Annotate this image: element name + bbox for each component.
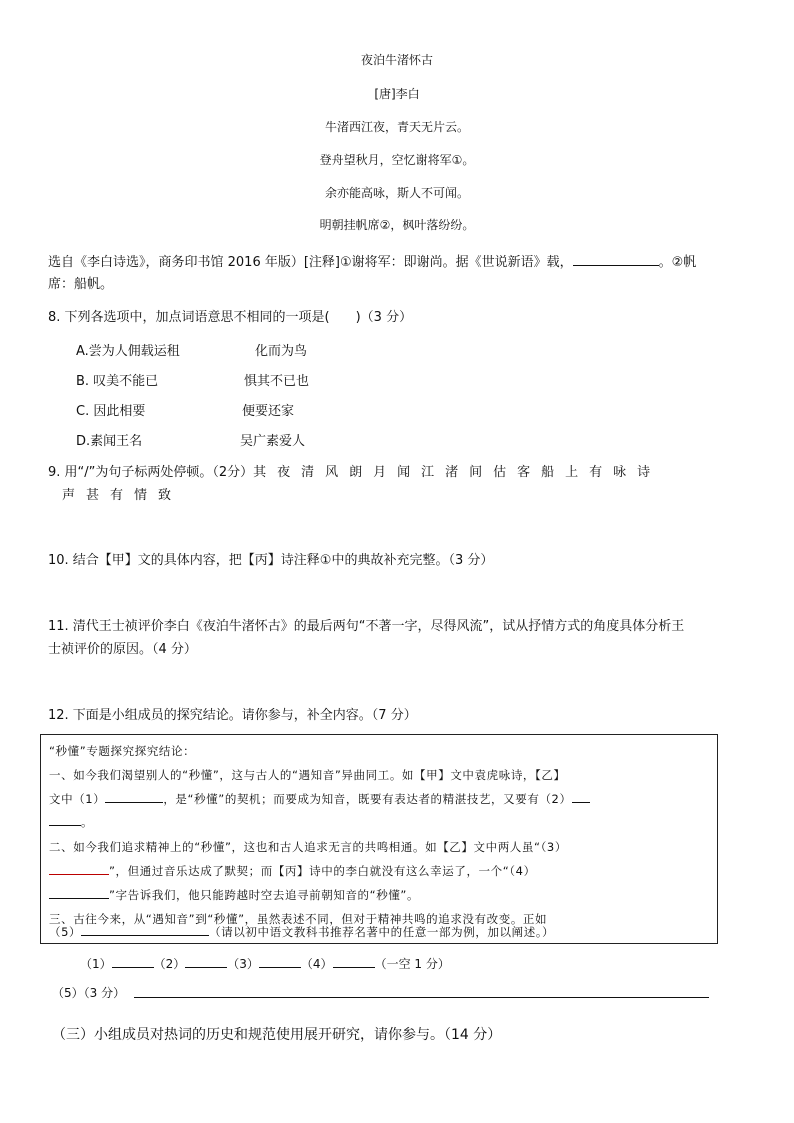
blank-2-cont[interactable]	[49, 825, 81, 826]
box-p2-mid: ”，但通过音乐达成了默契；而【丙】诗中的李白就没有这么幸运了，一个“（4）	[109, 864, 536, 878]
answer-score-note: （一空 1 分）	[374, 957, 450, 971]
box-p2-line-2	[49, 863, 536, 879]
q8-option-d-left: D.素闻王名	[76, 434, 143, 449]
q8-option-a-right: 化而为鸟	[255, 344, 308, 359]
box-p3-line-2	[49, 924, 554, 940]
box-p1-end: 。	[81, 815, 94, 829]
poem-line-3: 余亦能高咏，斯人不可闻。	[324, 186, 469, 200]
note-line-2: 席：船帆。	[48, 277, 114, 292]
blank-5[interactable]	[81, 935, 209, 936]
q8-option-c-right: 便要还家	[242, 404, 295, 419]
box-heading: “秒懂”专题探究探究结论：	[49, 744, 196, 758]
blank-3[interactable]	[49, 874, 109, 875]
poem-title: 夜泊牛渚怀古	[360, 53, 433, 67]
answer-blank-2[interactable]	[185, 967, 227, 968]
section-3-heading: （三）小组成员对热词的历史和规范使用展开研究，请你参与。（14 分）	[52, 1027, 502, 1043]
box-p3-label: （5）	[49, 925, 82, 939]
answer-blank-3[interactable]	[259, 967, 301, 968]
q8-option-d-right: 吴广素爱人	[240, 434, 306, 449]
q8-option-c-left: C. 因此相要	[76, 404, 146, 419]
note-suffix: 。②帆	[658, 255, 697, 270]
q8-option-b-right: 惧其不已也	[244, 374, 310, 389]
q9-sentence-2: 声甚有情致	[62, 488, 183, 503]
answer-label-1: （1）	[80, 957, 112, 971]
box-p3-line-1: 三、古往今来，从“遇知音”到“秒懂”，虽然表述不同，但对于精神共鸣的追求没有改变。正如	[49, 912, 548, 926]
box-p1-line-2	[49, 791, 590, 807]
poem-line-2: 登舟望秋月，空忆谢将军①。	[319, 153, 475, 167]
answer-blank-4[interactable]	[333, 967, 375, 968]
note-prefix: 选自《李白诗选》，商务印书馆 2016 年版）[注释]①谢将军：即谢尚。据《世说新语》载，	[48, 255, 573, 270]
answer-label-4: （4）	[300, 957, 333, 971]
q8-option-a-left: A.尝为人佣载运租	[76, 344, 180, 359]
box-p3-instruction: （请以初中语文教科书推荐名著中的任意一部为例，加以阐述。）	[209, 925, 555, 939]
answer-row-2-label: （5）（3 分）	[52, 986, 126, 1000]
q10-stem: 10. 结合【甲】文的具体内容，把【丙】诗注释①中的典故补充完整。（3 分）	[48, 553, 494, 568]
blank-4[interactable]	[49, 898, 109, 899]
note-line-1	[48, 251, 696, 270]
poem-line-4: 明朝挂帆席②，枫叶落纷纷。	[319, 218, 475, 232]
box-p1-label-2: ，是“秒懂”的契机；而要成为知音，既要有表达者的精湛技艺，又要有（2）	[163, 792, 572, 806]
poem-author: [唐]李白	[374, 87, 420, 101]
q8-option-b-left: B. 叹美不能已	[76, 374, 159, 389]
q11-line-2: 士祯评价的原因。（4 分）	[48, 642, 197, 657]
answer-blank-5[interactable]	[134, 997, 709, 998]
q11-line-1: 11. 清代王士祯评价李白《夜泊牛渚怀古》的最后两句“不著一字，尽得风流”，试从抒情方式的角度具体分析王	[48, 619, 685, 634]
q9-sentence-1: 其夜清风朗月闻江渚间估客船上有咏诗	[253, 465, 662, 480]
q12-stem: 12. 下面是小组成员的探究结论。请你参与，补全内容。（7 分）	[48, 708, 417, 723]
conclusion-box	[40, 734, 718, 944]
box-p1-line-1: 一、如今我们渴望别人的“秒懂”，这与古人的“遇知音”异曲同工。如【甲】文中袁虎咏诗，【乙】	[49, 768, 566, 782]
box-p1-line-3	[49, 814, 93, 830]
box-p2-line-1: 二、如今我们追求精神上的“秒懂”，这也和古人追求无言的共鸣相通。如【乙】文中两人虽“（3）	[49, 840, 567, 854]
box-p2-line-3	[49, 887, 419, 903]
answer-label-3: （3）	[227, 957, 259, 971]
blank-1[interactable]	[105, 802, 163, 803]
note-blank[interactable]	[573, 265, 659, 266]
box-p2-end: ”字告诉我们，他只能跨越时空去追寻前朝知音的“秒懂”。	[109, 888, 420, 902]
poem-line-1: 牛渚西江夜，青天无片云。	[324, 120, 469, 134]
answer-row-1	[80, 955, 450, 972]
answer-label-2: （2）	[153, 957, 186, 971]
q8-stem: 8. 下列各选项中，加点词语意思不相同的一项是( )（3 分）	[48, 310, 413, 325]
q9-prefix: 9. 用“/”为句子标两处停顿。（2分）	[48, 465, 254, 480]
answer-blank-1[interactable]	[112, 967, 154, 968]
q9-line-1	[48, 461, 661, 480]
box-p1-label-1: 文中（1）	[49, 792, 106, 806]
blank-2[interactable]	[572, 802, 590, 803]
